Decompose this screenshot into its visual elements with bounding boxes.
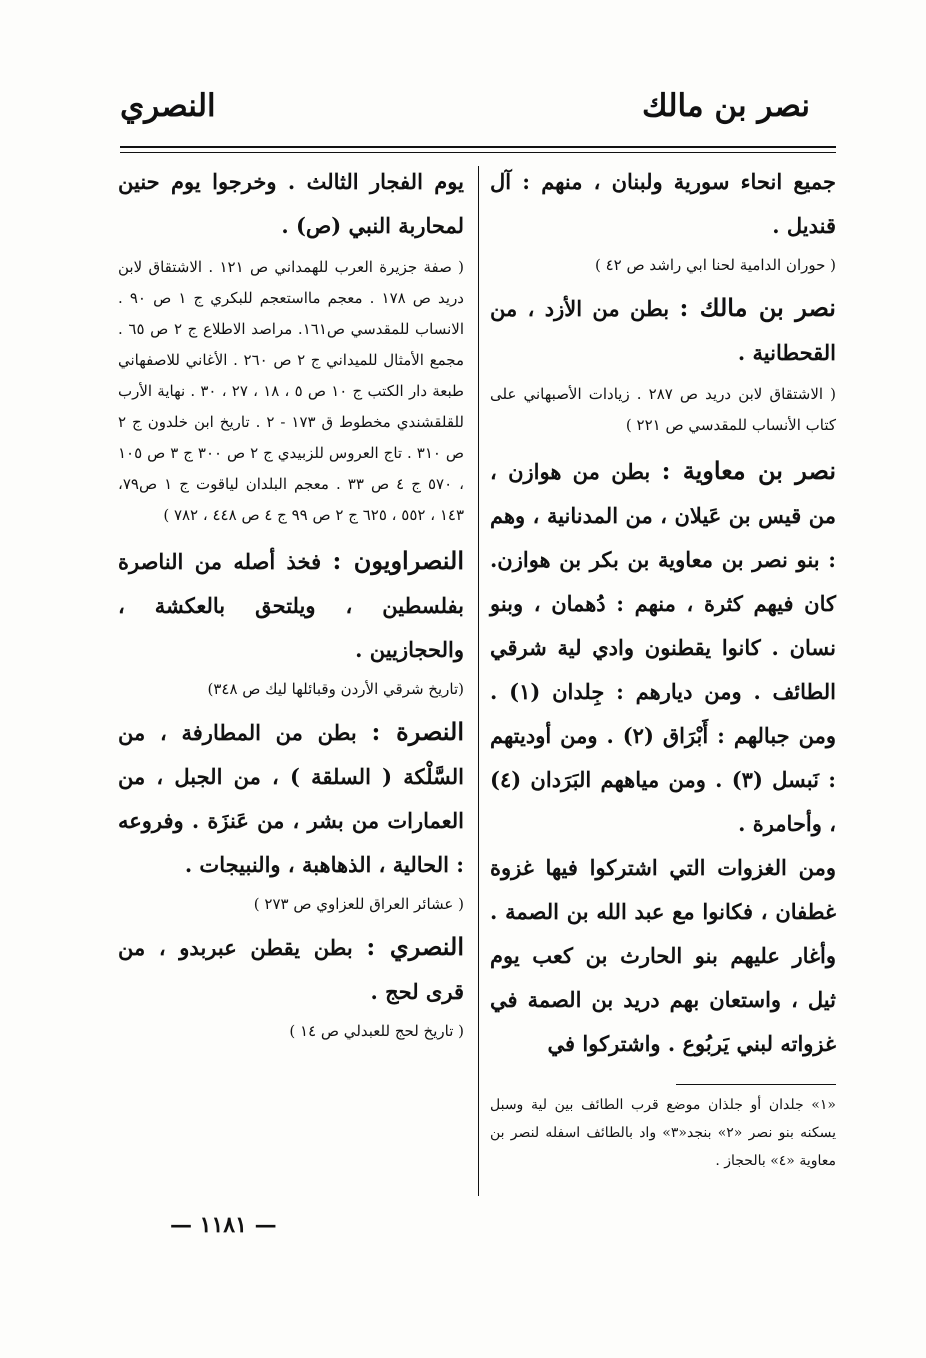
entry-continuation: يوم الفجار الثالث . وخرجوا يوم حنين لمحاربة النبي (ص) . (118, 169, 464, 238)
entry-nasr-bin-malik (490, 286, 836, 375)
entry-nasra (118, 710, 464, 887)
entry-headword: نصر بن معاوية : (661, 456, 836, 485)
entry-text: بطن من المطارفة ، من السَّلْكة ( السلقة ) ، من الجبل ، من العمارات من بشر ، من عَنزَة . وفروعه : الحالية ، الذهاهبة ، والنبيجات . (118, 720, 464, 877)
citation: ( عشائر العراق للعزاوي ص ٢٧٣ ) (253, 895, 464, 913)
citation: ( صفة جزيرة العرب للهمداني ص ١٢١ . الاشتقاق لابن دريد ص ١٧٨ . معجم مااستعجم للبكري ج ١ ص ٩٠ . الانساب للمقدسي ص١٦١. مراصد الاطلاع ج ٢ ص ٦٥ . مجمع الأمثال للميداني ج ٢ ص ٢٦٠ . الأغاني للاصفهاني طبعة دار الكتب ج ١٠ ص ٥ ، ١٨ ، ٢٧ ، ٣٠ . نهاية الأرب للقلقشندي مخطوط ق ١٧٣ - ٢ . تاريخ ابن خلدون ج ٢ ص ٣١٠ . تاج العروس للزبيدي ج ٢ ص ٣٠٠ ج ٣ ص ١٠٥ ، ٥٧٠ ج ٤ ص ٣٣ . معجم البلدان لياقوت ج ١ ص٧٩، ١٤٣ ، ٥٥٢ ، ٦٢٥ ج ٢ ص ٩٩ ج ٤ ص ٤٤٨ ، ٧٨٢ ) (118, 258, 465, 524)
entry-headword: نصر بن مالك : (679, 293, 836, 322)
running-header (120, 88, 810, 132)
citation: ( حوران الدامية لحنا ابي راشد ص ٤٢ ) (595, 256, 836, 274)
page-number: — ١١٨١ — (170, 1212, 277, 1238)
left-column (118, 160, 464, 1052)
column-divider (478, 166, 479, 1196)
entry-headword: النصرة : (371, 717, 464, 746)
entry-continuation: جميع انحاء سورية ولبنان ، منهم : آل قنديل . (490, 169, 836, 238)
entry-headword: النصراويون : (332, 546, 465, 575)
entry-text: فخذ أصله من الناصرة بفلسطين ، ويلتحق بالعكشة ، والحجازيين . (118, 549, 464, 662)
header-right-title: نصر بن مالك (641, 88, 810, 124)
entry-nasrawiyun (118, 539, 464, 672)
entry-headword: النصري : (366, 932, 464, 961)
entry-text: بطن يقطن عبربدو ، من قرى لحج . (118, 935, 464, 1004)
citation: ( الاشتقاق لابن دريد ص ٢٨٧ . زيادات الأصبهاني على كتاب الأنساب للمقدسي ص ٢٢١ ) (490, 385, 836, 434)
entry-nasri (118, 925, 464, 1014)
citation: (تاريخ شرقي الأردن وقبائلها ليك ص ٣٤٨) (207, 680, 464, 698)
header-left-title: النصري (120, 88, 216, 124)
entry-nasr-bin-muawiya (490, 449, 836, 846)
entry-text: بطن من الأزد ، من القحطانية . (490, 296, 836, 365)
entry-paragraph: ومن الغزوات التي اشتركوا فيها غزوة غطفان ، فكانوا مع عبد الله بن الصمة . وأغار عليهم بنو الحارث بن كعب يوم ثيل ، واستعان بهم دريد بن الصمة في غزواته لبني يَربُوع . واشتركوا في (490, 855, 836, 1056)
header-rule-thin (120, 152, 836, 153)
right-column (490, 160, 836, 1175)
entry-text: بطن من هوازن ، من قيس بن عَيلان ، من المدنانية ، وهم : بنو نصر بن معاوية بن بكر بن هوازن. كان فيهم كثرة ، منهم : دُهمان ، وبنو نسان . كانوا يقطنون وادي لية شرقي الطائف . ومن ديارهم : جِلدان (١) . ومن جبالهم : أَبْرَاق (٢) . ومن أوديتهم : نَبسل (٣) . ومن مياههم البَرَدان (٤) ، وأحامرة . (490, 459, 836, 836)
footnote-rule (676, 1084, 836, 1085)
citation: ( تاريخ لحج للعبدلي ص ١٤ ) (289, 1022, 464, 1040)
footnotes: «١» جلدان أو جلذان موضع قرب الطائف بين لية وسبل يسكنه بنو نصر «٢» بنجد«٣» واد بالطائف اسفله لنصر بن معاوية «٤» بالحجاز . (490, 1097, 836, 1169)
header-rule-thick (120, 146, 836, 148)
